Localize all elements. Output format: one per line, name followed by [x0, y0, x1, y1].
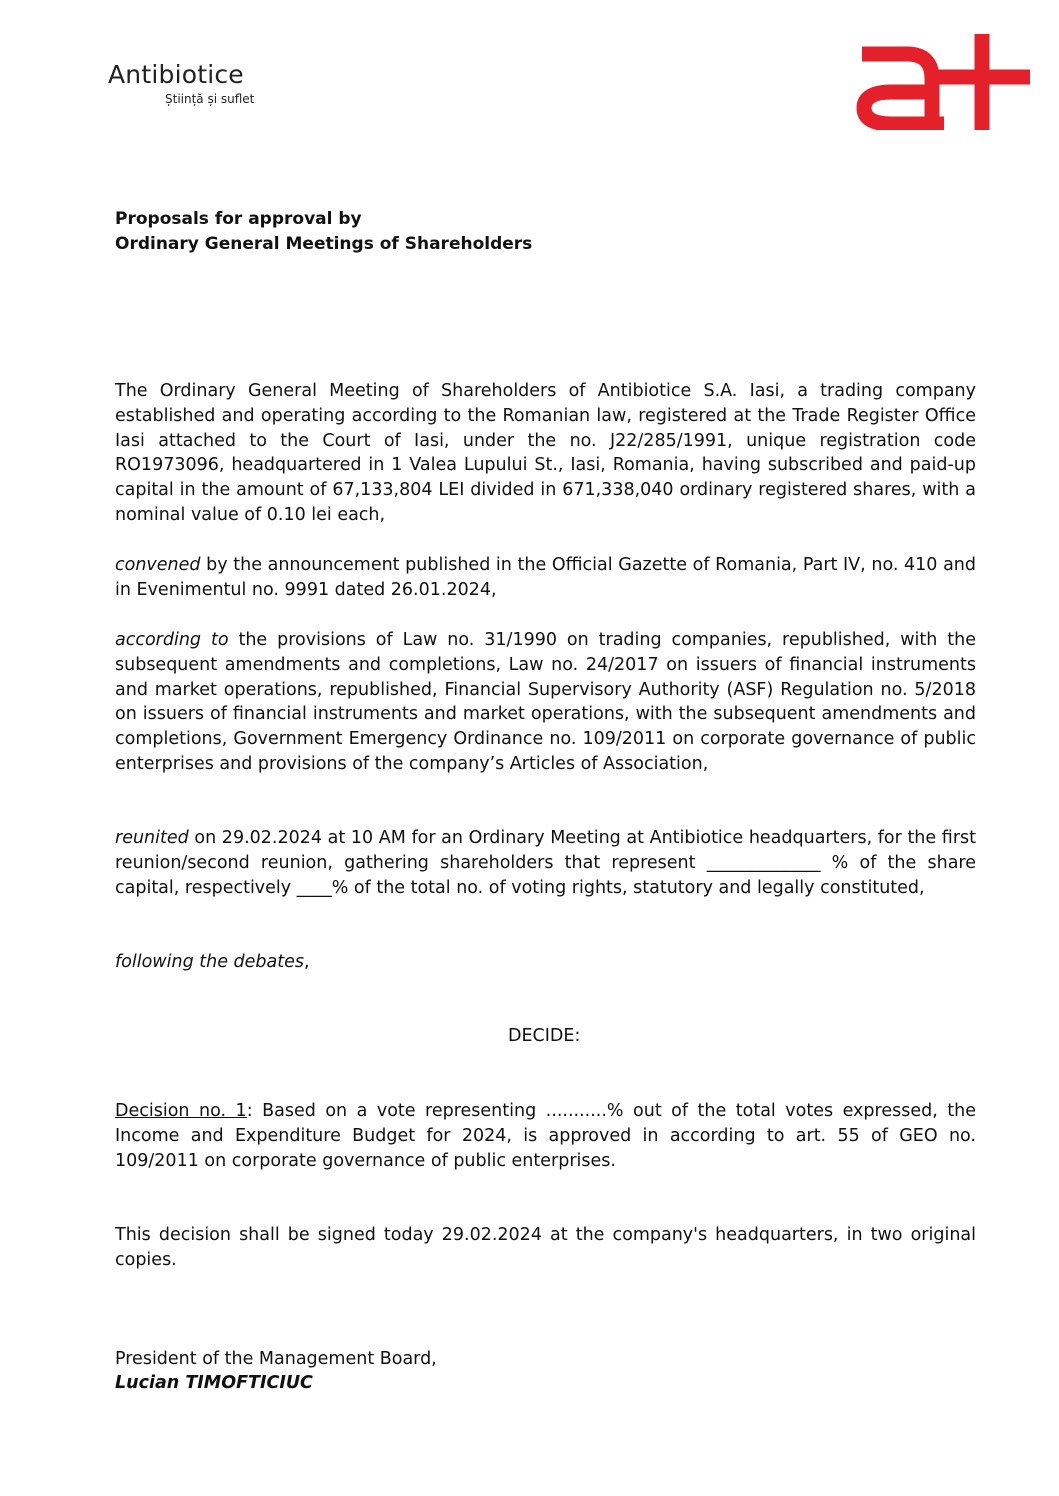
convened-lead: convened — [115, 555, 201, 575]
reunited-text: on 29.02.2024 at 10 AM for an Ordinary Meeting at Antibiotice headquarters, for the first reunion/second reunion, gathering shareholders that represent _____________ % of the share capital, respectively ____% of the total no. of voting rights, statutory and legally constituted, — [115, 828, 976, 898]
a-plus-logo-icon — [852, 34, 1032, 130]
intro-paragraph: The Ordinary General Meeting of Shareholders of Antibiotice S.A. Iasi, a trading company established and operating according to the Romanian law, registered at the Trade Register Office Iasi attached to the Court of Iasi, under the no. J22/285/1991, unique registration code RO1973096, headquartered in 1 Valea Lupului St., Iasi, Romania, having subscribed and paid-up capital in the amount of 67,133,804 LEI divided in 671,338,040 ordinary registered shares, with a nominal value of 0.10 lei each, — [115, 381, 976, 525]
reunited-paragraph — [115, 826, 976, 900]
following-lead: following the debates — [115, 952, 304, 972]
title-line-1: Proposals for approval by — [115, 209, 362, 229]
document-title — [115, 207, 532, 257]
logo-brand-name: Antibiotice — [108, 60, 244, 89]
convened-paragraph — [115, 553, 976, 603]
decision-paragraph — [115, 1099, 976, 1173]
following-paragraph — [115, 950, 976, 975]
signing-paragraph: This decision shall be signed today 29.02.2024 at the company's headquarters, in two original copies. — [115, 1225, 976, 1270]
reunited-lead: reunited — [115, 828, 189, 848]
logo-tagline: Știință și suflet — [165, 92, 255, 106]
title-line-2: Ordinary General Meetings of Shareholders — [115, 234, 533, 254]
following-tail: , — [303, 952, 310, 972]
decision-label: Decision no. 1 — [115, 1101, 247, 1121]
decide-heading: DECIDE: — [508, 1026, 581, 1046]
according-paragraph — [115, 628, 976, 777]
signature-name: Lucian TIMOFTICIUC — [115, 1373, 313, 1393]
according-lead: according to — [115, 630, 229, 650]
according-text: the provisions of Law no. 31/1990 on trading companies, republished, with the subsequent amendments and completions, Law no. 24/2017 on issuers of financial instruments and market operations, republished, Financial Supervisory Authority (ASF) Regulation no. 5/2018 on issuers of financial instruments and market operations, with the subsequent amendments and completions, Government Emergency Ordinance no. 109/2011 on corporate governance of public enterprises and provisions of the company’s Articles of Association, — [115, 630, 977, 774]
signature-role: President of the Management Board, — [115, 1349, 437, 1369]
decision-text: : Based on a vote representing ...........% out of the total votes expressed, the Income and Expenditure Budget for 2024, is approved in according to art. 55 of GEO no. 109/2011 on corporate governance of public enterprises. — [115, 1101, 976, 1171]
company-logo — [108, 60, 308, 106]
convened-text: by the announcement published in the Official Gazette of Romania, Part IV, no. 410 and in Evenimentul no. 9991 dated 26.01.2024, — [115, 555, 976, 600]
